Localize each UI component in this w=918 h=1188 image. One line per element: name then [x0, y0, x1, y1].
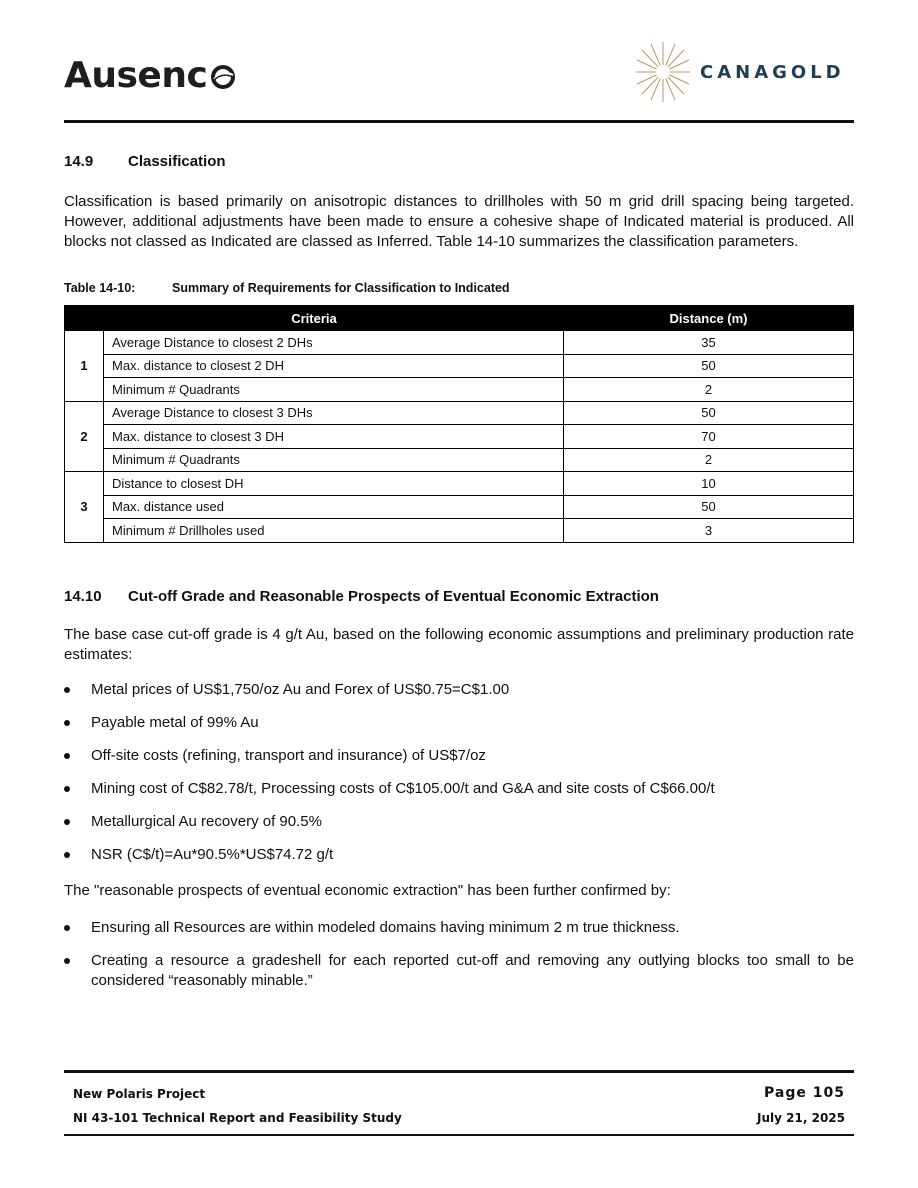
economic-assumptions-list	[64, 680, 854, 865]
canagold-wordmark: CANAGOLD	[700, 61, 845, 83]
list-item	[64, 779, 854, 799]
footer-date: July 21, 2025	[757, 1111, 845, 1125]
confirmation-intro-paragraph: The "reasonable prospects of eventual economic extraction" has been further confirmed by:	[64, 882, 671, 899]
criteria-cell: Minimum # Quadrants	[104, 378, 564, 402]
table-row	[65, 448, 854, 472]
criteria-cell: Max. distance used	[104, 495, 564, 519]
list-item	[64, 713, 854, 733]
section-number: 14.9	[64, 153, 94, 170]
bullet-icon	[64, 720, 70, 726]
table-row	[65, 495, 854, 519]
confirmation-list	[64, 918, 854, 991]
table-header-distance: Distance (m)	[564, 306, 854, 331]
list-item	[64, 951, 854, 991]
group-id: 3	[65, 472, 104, 543]
classification-table	[64, 305, 854, 543]
footer-report-title: NI 43-101 Technical Report and Feasibility Study	[73, 1111, 402, 1125]
classification-paragraph: Classification is based primarily on anisotropic distances to drillholes with 50 m grid drill spacing being targeted. However, additional adjustments have been made to ensure a cohesive shape of Indicated material is produced. All blocks not classed as Indicated are classed as Inferred. Table 14-10 summarizes the classification parameters.	[64, 193, 854, 250]
table-row	[65, 425, 854, 449]
list-item-text: Mining cost of C$82.78/t, Processing costs of C$105.00/t and G&A and site costs of C$66.00/t	[91, 780, 715, 797]
ausenco-swirl-icon	[208, 61, 238, 91]
distance-cell: 50	[564, 495, 854, 519]
table-row	[65, 472, 854, 496]
table-caption-title: Summary of Requirements for Classification to Indicated	[172, 281, 510, 295]
criteria-cell: Average Distance to closest 2 DHs	[104, 331, 564, 355]
section-number: 14.10	[64, 588, 102, 605]
criteria-cell: Minimum # Drillholes used	[104, 519, 564, 543]
section-heading-14-9	[64, 152, 226, 172]
footer-divider-bottom	[64, 1134, 854, 1136]
distance-cell: 35	[564, 331, 854, 355]
list-item-text: Metal prices of US$1,750/oz Au and Forex of US$0.75=C$1.00	[91, 681, 510, 698]
bullet-icon	[64, 925, 70, 931]
footer-page-number: Page 105	[764, 1085, 845, 1101]
header-divider	[64, 120, 854, 123]
table-caption	[64, 280, 510, 296]
cutoff-intro-paragraph: The base case cut-off grade is 4 g/t Au, based on the following economic assumptions and preliminary production rate estimates:	[64, 626, 854, 663]
distance-cell: 2	[564, 448, 854, 472]
list-item-text: Payable metal of 99% Au	[91, 714, 259, 731]
list-item	[64, 680, 854, 700]
ausenco-logo	[64, 56, 238, 96]
list-item-text: Ensuring all Resources are within modeled domains having minimum 2 m true thickness.	[91, 919, 680, 936]
bullet-icon	[64, 786, 70, 792]
distance-cell: 2	[564, 378, 854, 402]
criteria-cell: Max. distance to closest 3 DH	[104, 425, 564, 449]
list-item-text: Metallurgical Au recovery of 90.5%	[91, 813, 322, 830]
distance-cell: 10	[564, 472, 854, 496]
table-row	[65, 331, 854, 355]
bullet-icon	[64, 819, 70, 825]
criteria-cell: Distance to closest DH	[104, 472, 564, 496]
group-id: 1	[65, 331, 104, 402]
section-title: Classification	[128, 153, 226, 170]
bullet-icon	[64, 687, 70, 693]
section-heading-14-10	[64, 587, 659, 607]
bullet-icon	[64, 852, 70, 858]
footer-project: New Polaris Project	[73, 1087, 206, 1101]
distance-cell: 50	[564, 354, 854, 378]
list-item	[64, 918, 854, 938]
section-title: Cut-off Grade and Reasonable Prospects of Eventual Economic Extraction	[128, 588, 659, 605]
table-row	[65, 354, 854, 378]
distance-cell: 3	[564, 519, 854, 543]
table-row	[65, 401, 854, 425]
criteria-cell: Average Distance to closest 3 DHs	[104, 401, 564, 425]
list-item	[64, 845, 854, 865]
table-row	[65, 519, 854, 543]
table-header-criteria: Criteria	[65, 306, 564, 331]
table-header-row	[65, 306, 854, 331]
sunburst-icon	[634, 40, 692, 104]
list-item	[64, 812, 854, 832]
canagold-logo	[634, 40, 845, 104]
table-caption-number: Table 14-10:	[64, 281, 136, 295]
list-item-text: Creating a resource a gradeshell for each reported cut-off and removing any outlying blocks too small to be considered “reasonably minable.”	[91, 952, 854, 989]
distance-cell: 50	[564, 401, 854, 425]
group-id: 2	[65, 401, 104, 472]
footer-divider-top	[64, 1070, 854, 1073]
table-row	[65, 378, 854, 402]
criteria-cell: Max. distance to closest 2 DH	[104, 354, 564, 378]
list-item-text: Off-site costs (refining, transport and insurance) of US$7/oz	[91, 747, 486, 764]
list-item-text: NSR (C$/t)=Au*90.5%*US$74.72 g/t	[91, 846, 334, 863]
list-item	[64, 746, 854, 766]
bullet-icon	[64, 753, 70, 759]
ausenco-logo-text: Ausenc	[64, 55, 208, 96]
distance-cell: 70	[564, 425, 854, 449]
criteria-cell: Minimum # Quadrants	[104, 448, 564, 472]
bullet-icon	[64, 958, 70, 964]
